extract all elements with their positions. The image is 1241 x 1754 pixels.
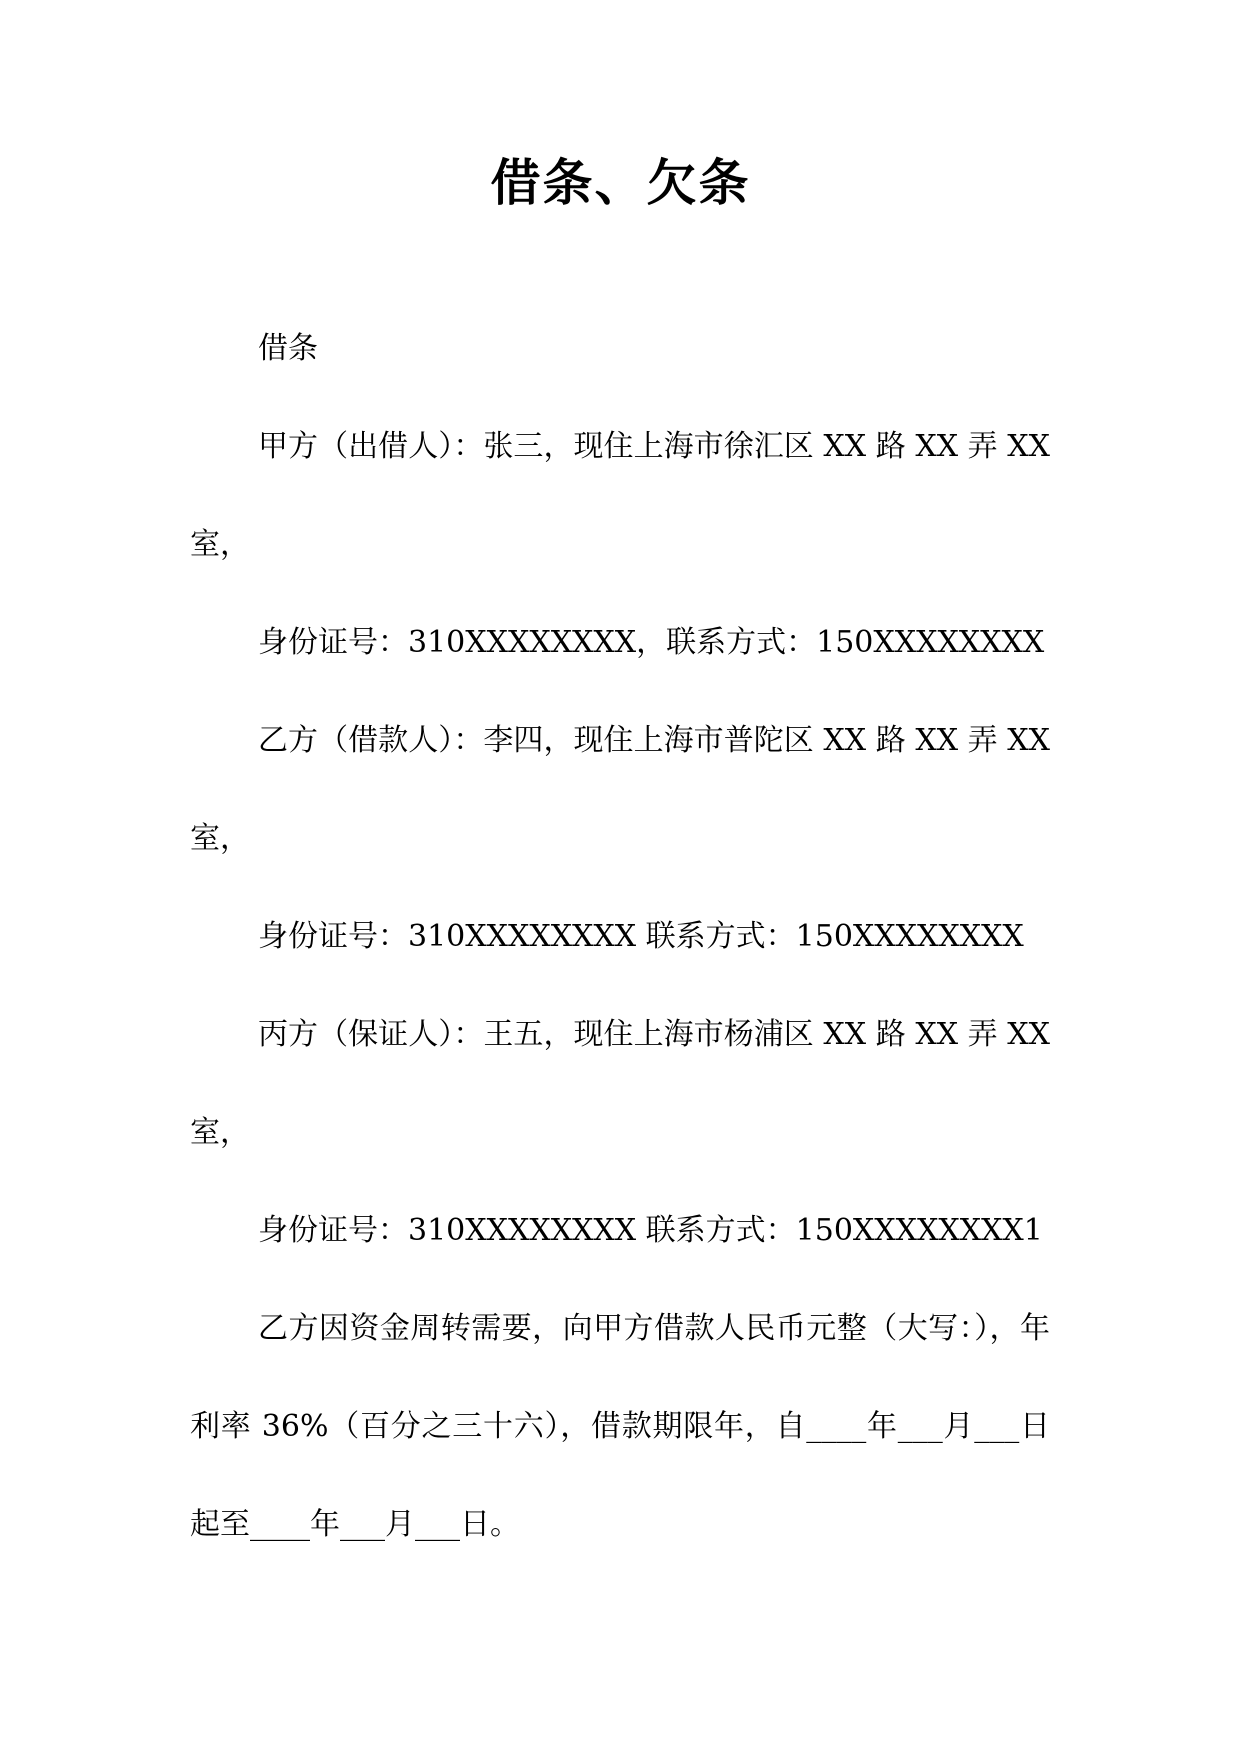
loan-terms: 乙方因资金周转需要，向甲方借款人民币元整（大写：），年利率 36%（百分之三十六），借款期限年，自____年___月___日起至____年___月___日。 xyxy=(190,1311,1050,1542)
party-b-address: 乙方（借款人）：李四，现住上海市普陀区 XX 路 XX 弄 XX 室， xyxy=(190,723,1050,856)
party-a-address: 甲方（出借人）：张三，现住上海市徐汇区 XX 路 XX 弄 XX 室， xyxy=(190,429,1050,562)
party-c-id-contact: 身份证号：310XXXXXXXX 联系方式：150XXXXXXXX1 xyxy=(258,1213,1043,1248)
document-body xyxy=(190,300,1050,1574)
section-heading: 借条 xyxy=(258,331,318,366)
party-b-id-contact: 身份证号：310XXXXXXXX 联系方式：150XXXXXXXX xyxy=(258,919,1024,954)
party-a-id-contact: 身份证号：310XXXXXXXX，联系方式：150XXXXXXXX xyxy=(258,625,1045,660)
document-title: 借条、欠条 xyxy=(490,153,751,212)
party-c-address: 丙方（保证人）：王五，现住上海市杨浦区 XX 路 XX 弄 XX 室， xyxy=(190,1017,1050,1150)
